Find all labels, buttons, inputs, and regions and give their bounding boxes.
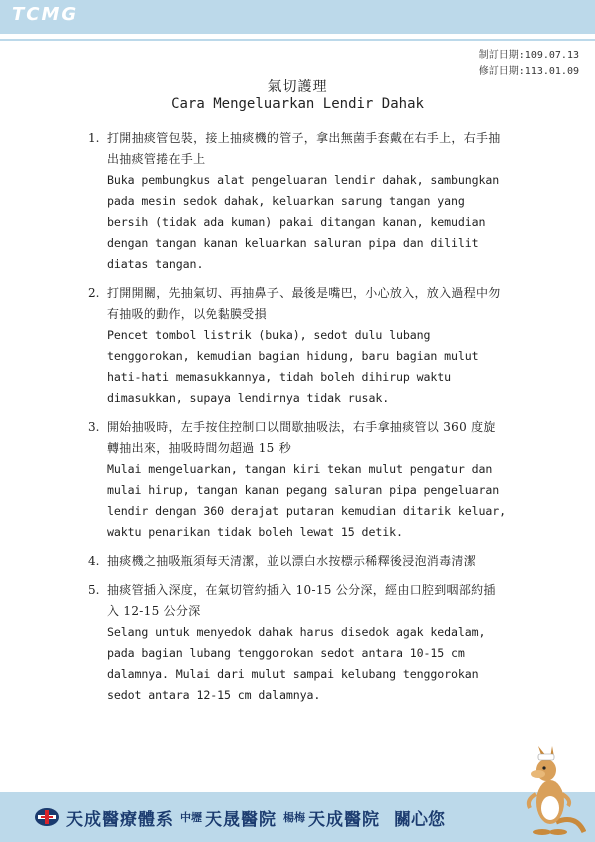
kangaroo-nurse-mascot-icon bbox=[516, 742, 586, 840]
title-chinese: 氣切護理 bbox=[267, 79, 328, 95]
title-indonesian: Cara Mengeluarkan Lendir Dahak bbox=[171, 96, 424, 112]
instruction-item-2 bbox=[88, 283, 508, 409]
item-chinese-text: 打開抽痰管包裝，接上抽痰機的管子，拿出無菌手套戴在右手上，右手抽出抽痰管捲在手上 bbox=[107, 131, 501, 166]
group-name: 天成醫療體系 bbox=[66, 809, 174, 830]
item-number: 1. bbox=[88, 131, 100, 145]
item-number: 5. bbox=[88, 583, 100, 597]
item-chinese-text: 開始抽吸時，左手按住控制口以間歇抽吸法，右手拿抽痰管以 360 度旋轉抽出來，抽吸時間勿超過 15 秒 bbox=[107, 420, 496, 455]
item-chinese-text: 抽痰管插入深度，在氣切管約插入 10-15 公分深，經由口腔到咽部約插入 12-15 公分深 bbox=[107, 583, 496, 618]
item-indonesian-text: Buka pembungkus alat pengeluaran lendir dahak, sambungkan pada mesin sedok dahak, keluarkan sarung tangan yang bersih (tidak ada kuman) pakai ditangan kanan, kemudian dengan tangan kanan keluarkan saluran pipa dan dililit diatas tangan. bbox=[107, 173, 507, 271]
instruction-item-3 bbox=[88, 417, 513, 543]
item-number: 2. bbox=[88, 286, 100, 300]
made-date: 制訂日期:109.07.13 bbox=[478, 50, 579, 61]
item-number: 4. bbox=[88, 554, 100, 568]
item-number: 3. bbox=[88, 420, 100, 434]
care-slogan: 關心您 bbox=[394, 809, 445, 830]
revised-date: 修訂日期:113.01.09 bbox=[478, 66, 579, 77]
instruction-item-1 bbox=[88, 128, 508, 275]
item-indonesian-text: Selang untuk menyedok dahak harus disedok agak kedalam, pada bagian lubang tenggorokan sedot antara 10-15 cm dalamnya. Mulai dari mulut sampai kelubang tenggorokan sedot antara 12-15 cm dalamnya. bbox=[107, 625, 493, 702]
hospital-1: 天晟醫院 bbox=[205, 809, 277, 830]
item-indonesian-text: Mulai mengeluarkan, tangan kiri tekan mulut pengatur dan mulai hirup, tangan kanan pegang saluran pipa pengeluaran lendir dengan 360 derajat putaran kemudian ditarik keluar, waktu penarikan tidak boleh lewat 15 detik. bbox=[107, 462, 513, 539]
footer-banner bbox=[34, 804, 445, 830]
hospital-cross-logo-icon bbox=[34, 804, 60, 830]
instruction-item-4 bbox=[88, 551, 508, 572]
brand-text: TCMG bbox=[12, 4, 79, 25]
item-chinese-text: 打開開關，先抽氣切、再抽鼻子、最後是嘴巴，小心放入，放入過程中勿有抽吸的動作，以免黏膜受損 bbox=[107, 286, 501, 321]
location-2: 楊梅 bbox=[283, 811, 305, 824]
header-divider bbox=[0, 39, 595, 41]
item-chinese-text: 抽痰機之抽吸瓶須每天清潔，並以漂白水按標示稀釋後浸泡消毒清潔 bbox=[107, 554, 477, 568]
hospital-2: 天成醫院 bbox=[308, 809, 380, 830]
instruction-list bbox=[88, 128, 513, 714]
instruction-item-5 bbox=[88, 580, 508, 706]
location-1: 中壢 bbox=[180, 811, 202, 824]
item-indonesian-text: Pencet tombol listrik (buka), sedot dulu lubang tenggorokan, kemudian bagian hidung, baru bagian mulut hati-hati memasukkannya, tidah boleh dihirup waktu dimasukkan, supaya lendirnya tidak rusak. bbox=[107, 328, 486, 405]
header-band bbox=[0, 0, 595, 34]
